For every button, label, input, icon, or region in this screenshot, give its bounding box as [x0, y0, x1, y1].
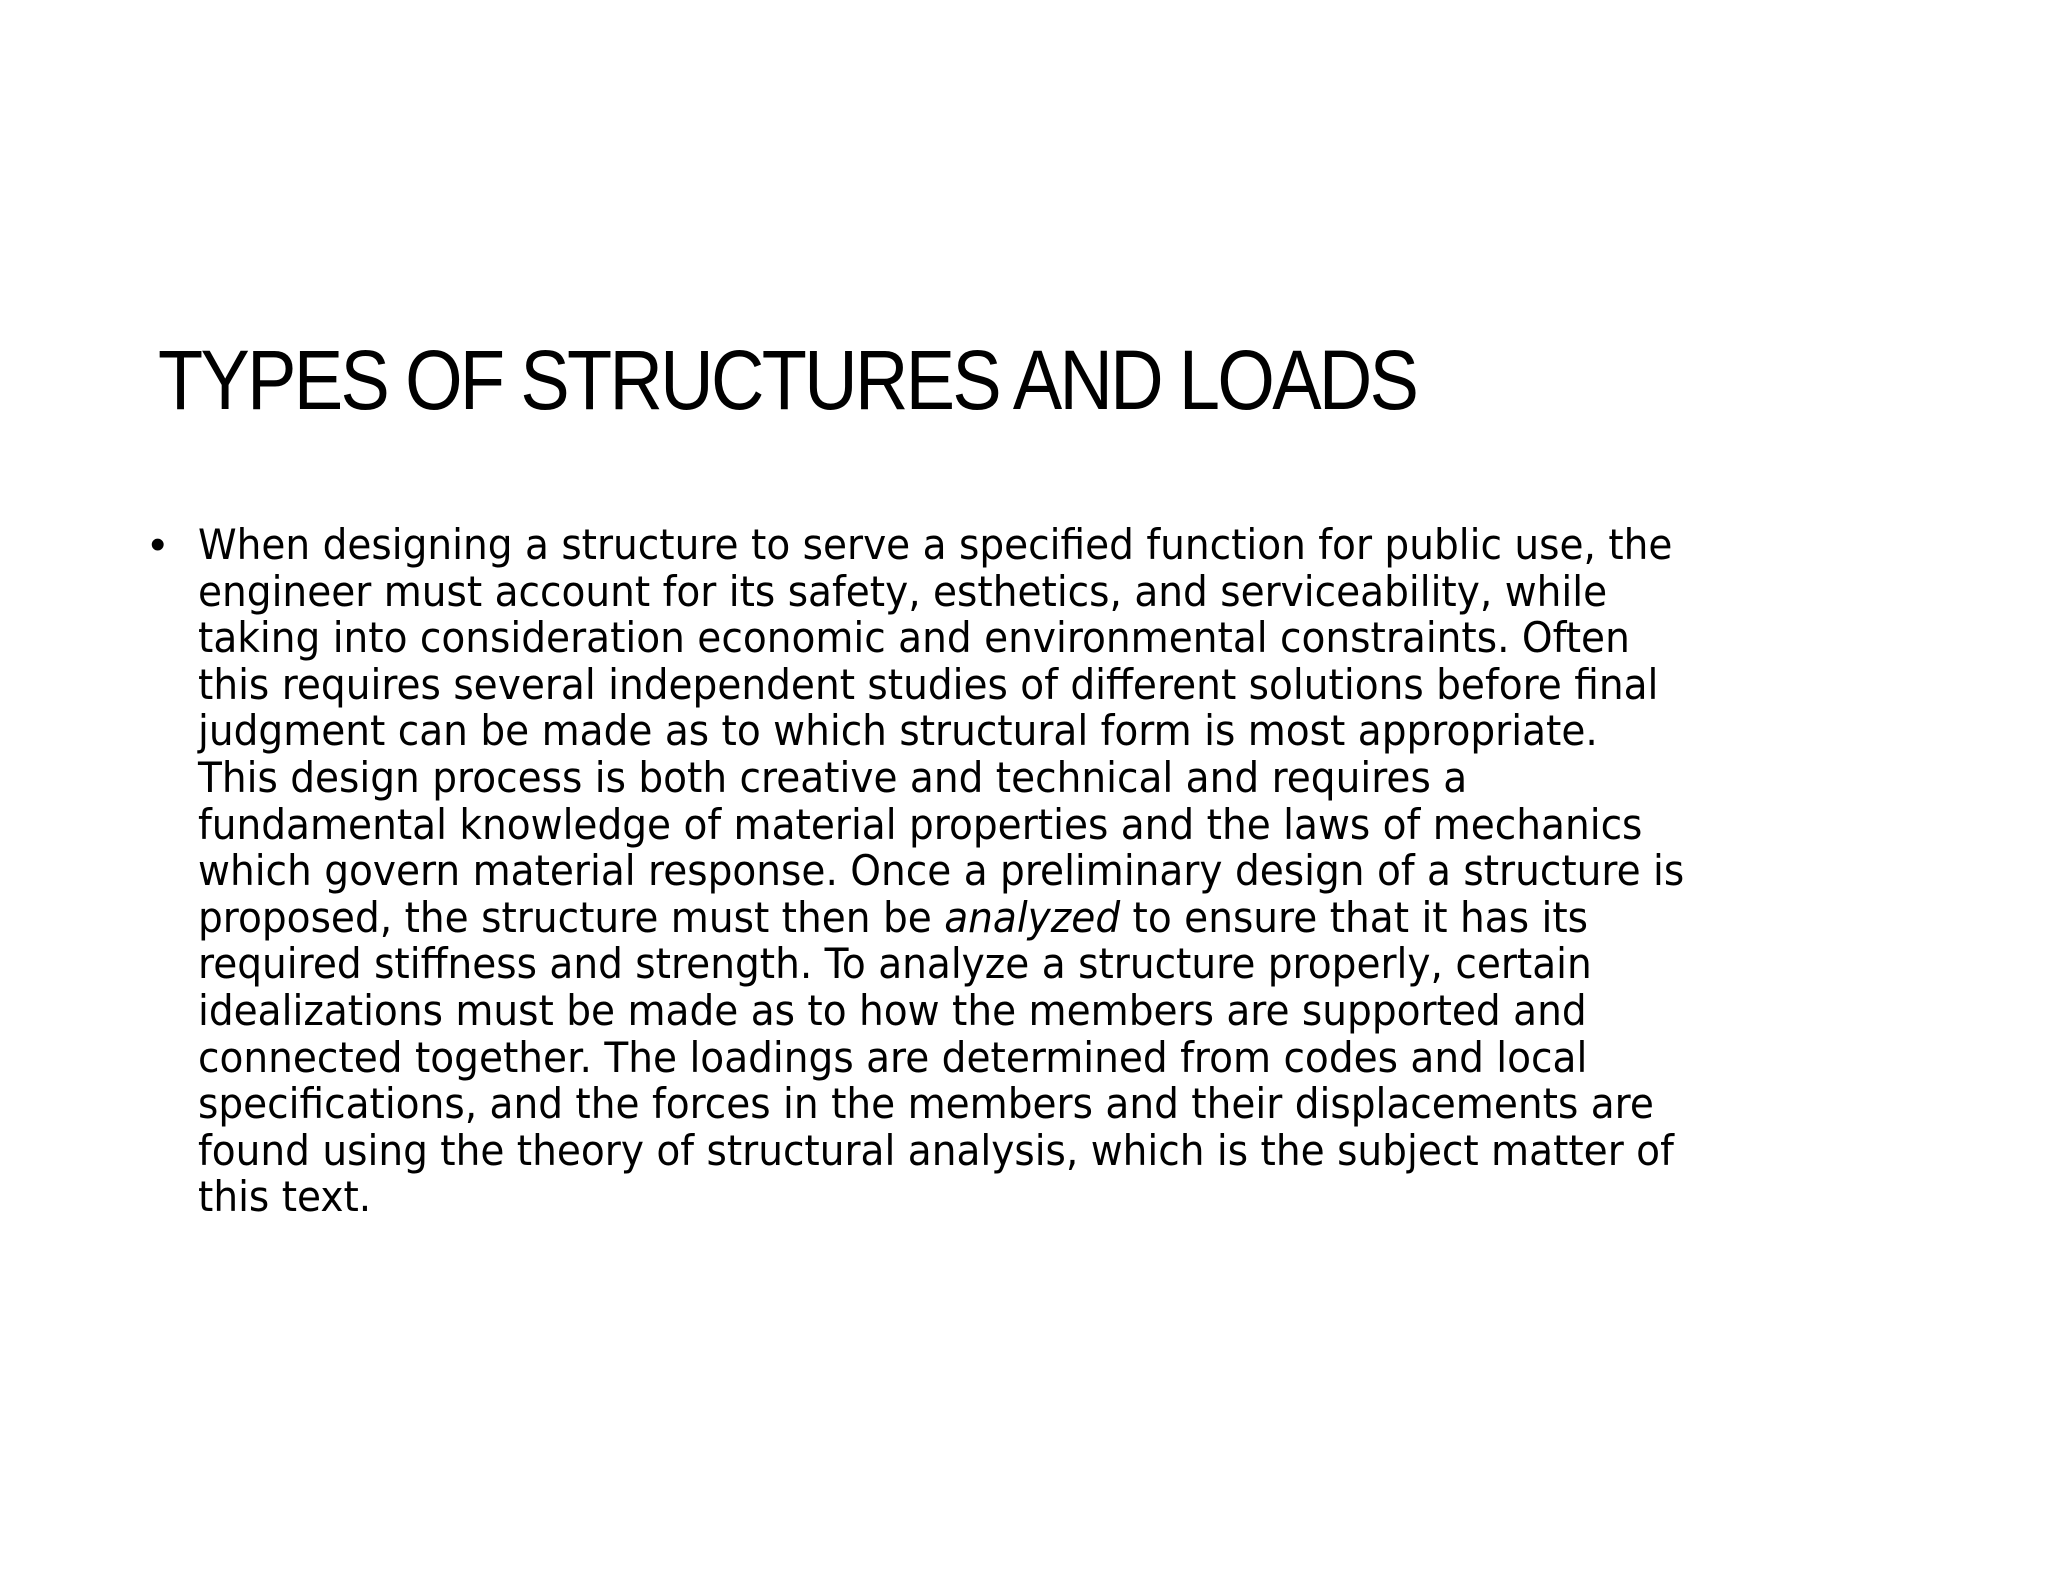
line-text: proposed, the structure must then be — [198, 892, 945, 942]
paragraph-line: specifications, and the forces in the members and their displacements are — [198, 1079, 1654, 1129]
paragraph-line: judgment can be made as to which structural form is most appropriate. — [198, 706, 1598, 756]
paragraph-line: fundamental knowledge of material properties and the laws of mechanics — [198, 799, 1643, 849]
paragraph-line: taking into consideration economic and environmental constraints. Often — [198, 613, 1630, 663]
paragraph-line: this requires several independent studies of different solutions before final — [198, 659, 1659, 709]
paragraph-line: This design process is both creative and technical and requires a — [198, 752, 1468, 802]
slide-title: TYPES OF STRUCTURES AND LOADS — [158, 333, 1417, 427]
line-text: to ensure that it has its — [1120, 892, 1589, 942]
paragraph-line: When designing a structure to serve a specified function for public use, the — [198, 520, 1673, 569]
paragraph-line-with-emphasis — [198, 892, 1684, 942]
bullet-icon: • — [150, 520, 166, 569]
emphasized-term: analyzed — [944, 892, 1121, 942]
bullet-paragraph — [198, 522, 1796, 1221]
bullet-item — [148, 522, 1928, 1221]
paragraph-line: connected together. The loadings are determined from codes and local — [198, 1032, 1588, 1082]
paragraph-line: this text. — [198, 1172, 372, 1222]
paragraph-line: found using the theory of structural analysis, which is the subject matter of — [198, 1125, 1674, 1175]
paragraph-line: required stiffness and strength. To analyze a structure properly, certain — [198, 939, 1592, 989]
paragraph-line: engineer must account for its safety, esthetics, and serviceability, while — [198, 566, 1608, 616]
paragraph-line: idealizations must be made as to how the members are supported and — [198, 985, 1587, 1035]
paragraph-line: which govern material response. Once a preliminary design of a structure is — [198, 846, 1685, 896]
bullet-list — [148, 522, 1928, 1221]
